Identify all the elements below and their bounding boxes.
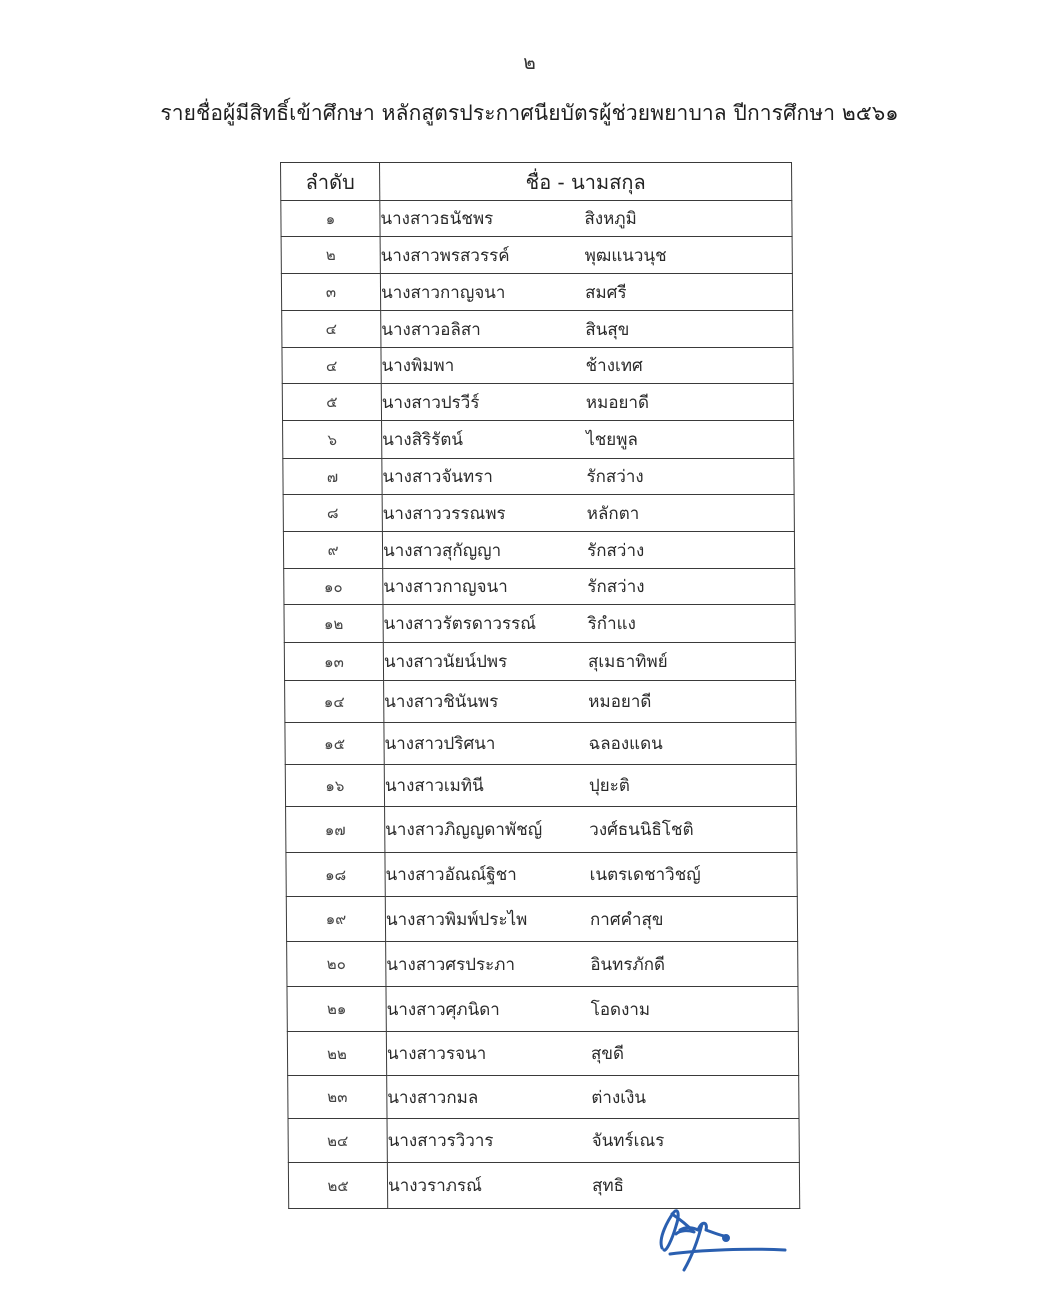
row-sequence-number: ๘ xyxy=(283,495,382,532)
table-row xyxy=(282,348,793,384)
table-row xyxy=(284,643,795,681)
table-header-row xyxy=(281,163,792,201)
row-sequence-number: ๑๗ xyxy=(286,807,385,853)
table-row xyxy=(286,807,797,853)
row-sequence-number: ๒๑ xyxy=(287,987,386,1032)
table-row xyxy=(285,765,796,807)
row-full-name xyxy=(384,765,796,807)
row-full-name xyxy=(380,274,792,311)
row-full-name xyxy=(382,421,794,459)
first-name: นางสาวชินันพร xyxy=(384,692,499,712)
row-sequence-number: ๑๖ xyxy=(285,765,384,807)
last-name: หลักตา xyxy=(586,503,640,524)
row-full-name xyxy=(382,459,794,495)
last-name: หมอยาดี xyxy=(585,392,650,413)
last-name: สุเมธาทิพย์ xyxy=(587,652,668,672)
row-full-name xyxy=(387,1076,799,1119)
last-name: สินสุข xyxy=(585,319,630,340)
table-row xyxy=(283,421,794,459)
row-full-name xyxy=(383,605,795,643)
row-full-name xyxy=(381,348,793,384)
first-name: นางสาวอัณณ์ฐิชา xyxy=(385,865,517,885)
last-name: สิงหภูมิ xyxy=(584,209,637,229)
row-full-name xyxy=(386,987,798,1032)
first-name: นางสาวรัตรดาวรรณ์ xyxy=(383,614,537,634)
first-name: นางสาวกาญจนา xyxy=(383,577,508,597)
table-body xyxy=(281,201,800,1209)
last-name: สุขดี xyxy=(590,1044,625,1064)
table-row xyxy=(288,1076,799,1119)
row-full-name xyxy=(385,897,797,942)
last-name: ต่างเงิน xyxy=(591,1087,647,1108)
row-full-name xyxy=(381,384,793,421)
row-sequence-number: ๒๔ xyxy=(288,1119,387,1163)
row-full-name xyxy=(386,1032,798,1076)
row-sequence-number: ๑ xyxy=(281,201,380,237)
row-full-name xyxy=(385,853,797,897)
table-row xyxy=(282,311,793,348)
header-sequence: ลำดับ xyxy=(281,163,380,201)
signature-stroke xyxy=(670,1249,785,1254)
row-sequence-number: ๔ xyxy=(282,348,381,384)
row-sequence-number: ๑๓ xyxy=(284,643,383,681)
last-name: จันทร์เณร xyxy=(591,1131,665,1151)
last-name: ฉลองแดน xyxy=(588,734,663,754)
last-name: ช้างเทศ xyxy=(585,356,643,376)
table-row xyxy=(287,987,798,1032)
table-row xyxy=(282,384,793,421)
last-name: ปุยะติ xyxy=(588,776,630,796)
last-name: สุทธิ xyxy=(591,1176,625,1196)
first-name: นางสาวธนัชพร xyxy=(380,209,494,229)
table-row xyxy=(287,1032,798,1076)
last-name: ไชยพูล xyxy=(586,430,638,450)
header-full-name: ชื่อ - นามสกุล xyxy=(380,163,792,201)
first-name: นางสาวศรประภา xyxy=(386,954,516,975)
last-name: กาศคำสุข xyxy=(589,909,664,930)
table-row xyxy=(285,681,796,723)
row-full-name xyxy=(386,942,798,987)
last-name: สมศรี xyxy=(584,282,627,303)
row-sequence-number: ๖ xyxy=(283,421,382,459)
row-full-name xyxy=(384,723,796,765)
first-name: นางสาวรจนา xyxy=(386,1044,487,1064)
first-name: นางสาวศุภนิดา xyxy=(386,999,500,1020)
row-sequence-number: ๑๕ xyxy=(285,723,384,765)
first-name: นางสาวปริศนา xyxy=(384,734,496,754)
row-full-name xyxy=(382,495,794,532)
row-sequence-number: ๓ xyxy=(281,274,380,311)
table-row xyxy=(281,237,792,274)
table-row xyxy=(281,201,792,237)
row-full-name xyxy=(381,311,793,348)
table-row xyxy=(283,495,794,532)
signature-dot xyxy=(724,1236,729,1241)
first-name: นางสาววรรณพร xyxy=(382,503,506,524)
last-name: รักสว่าง xyxy=(586,467,644,487)
last-name: เนตรเดชาวิชญ์ xyxy=(589,865,701,885)
first-name: นางสาวพรสวรรค์ xyxy=(380,245,510,266)
admission-list-table xyxy=(280,162,800,1209)
first-name: นางสาวเมทินี xyxy=(384,776,484,796)
row-full-name xyxy=(387,1119,799,1163)
first-name: นางสาวนัยน์ปพร xyxy=(383,652,508,672)
last-name: รักสว่าง xyxy=(586,540,645,561)
table-row xyxy=(286,897,797,942)
first-name: นางสาวจันทรา xyxy=(382,467,493,487)
first-name: นางสาวพิมพ์ประไพ xyxy=(385,909,528,930)
row-sequence-number: ๒๐ xyxy=(287,942,386,987)
first-name: นางสาวรวิวาร xyxy=(387,1131,494,1151)
row-sequence-number: ๒๓ xyxy=(288,1076,387,1119)
first-name: นางสาวกาญจนา xyxy=(380,282,506,303)
first-name: นางวราภรณ์ xyxy=(387,1176,482,1196)
row-sequence-number: ๑๒ xyxy=(284,605,383,643)
last-name: วงศ์ธนนิธิโชติ xyxy=(589,820,694,840)
row-full-name xyxy=(382,532,794,569)
table-row xyxy=(281,274,792,311)
table-row xyxy=(285,723,796,765)
table-row xyxy=(283,532,794,569)
row-sequence-number: ๒ xyxy=(281,237,380,274)
last-name: อินทรภักดี xyxy=(590,954,666,975)
signature xyxy=(650,1200,790,1275)
first-name: นางสิริรัตน์ xyxy=(382,430,464,450)
first-name: นางสาวปรวีร์ xyxy=(381,392,480,413)
last-name: พุฒแนวนุช xyxy=(584,245,667,266)
first-name: นางพิมพา xyxy=(381,356,455,376)
document-title: รายชื่อผู้มีสิทธิ์เข้าศึกษา หลักสูตรประกาศนียบัตรผู้ช่วยพยาบาล ปีการศึกษา ๒๕๖๑ xyxy=(160,101,899,125)
last-name: รักสว่าง xyxy=(587,577,645,597)
row-full-name xyxy=(383,643,795,681)
row-full-name xyxy=(380,237,792,274)
row-full-name xyxy=(383,569,795,605)
page-number: ๒ xyxy=(523,52,536,74)
row-sequence-number: ๕ xyxy=(282,384,381,421)
table-row xyxy=(287,942,798,987)
last-name: หมอยาดี xyxy=(588,692,652,712)
row-sequence-number: ๑๔ xyxy=(285,681,384,723)
table-row xyxy=(284,605,795,643)
row-full-name xyxy=(380,201,792,237)
row-sequence-number: ๑๐ xyxy=(284,569,383,605)
first-name: นางสาวภิญญดาพัชญ์ xyxy=(385,820,543,840)
first-name: นางสาวอลิสา xyxy=(381,319,481,340)
row-sequence-number: ๒๕ xyxy=(288,1163,387,1209)
table-row xyxy=(288,1119,799,1163)
row-full-name xyxy=(384,681,796,723)
table-row xyxy=(284,569,795,605)
row-sequence-number: ๑๙ xyxy=(286,897,385,942)
row-sequence-number: ๔ xyxy=(282,311,381,348)
row-sequence-number: ๑๘ xyxy=(286,853,385,897)
row-sequence-number: ๒๒ xyxy=(287,1032,386,1076)
row-sequence-number: ๗ xyxy=(283,459,382,495)
last-name: โอดงาม xyxy=(590,999,651,1020)
table-row xyxy=(286,853,797,897)
last-name: ริกำแง xyxy=(587,614,636,634)
first-name: นางสาวสุกัญญา xyxy=(382,540,502,561)
row-sequence-number: ๙ xyxy=(283,532,382,569)
first-name: นางสาวกมล xyxy=(387,1087,479,1108)
row-full-name xyxy=(385,807,797,853)
table-row xyxy=(283,459,794,495)
